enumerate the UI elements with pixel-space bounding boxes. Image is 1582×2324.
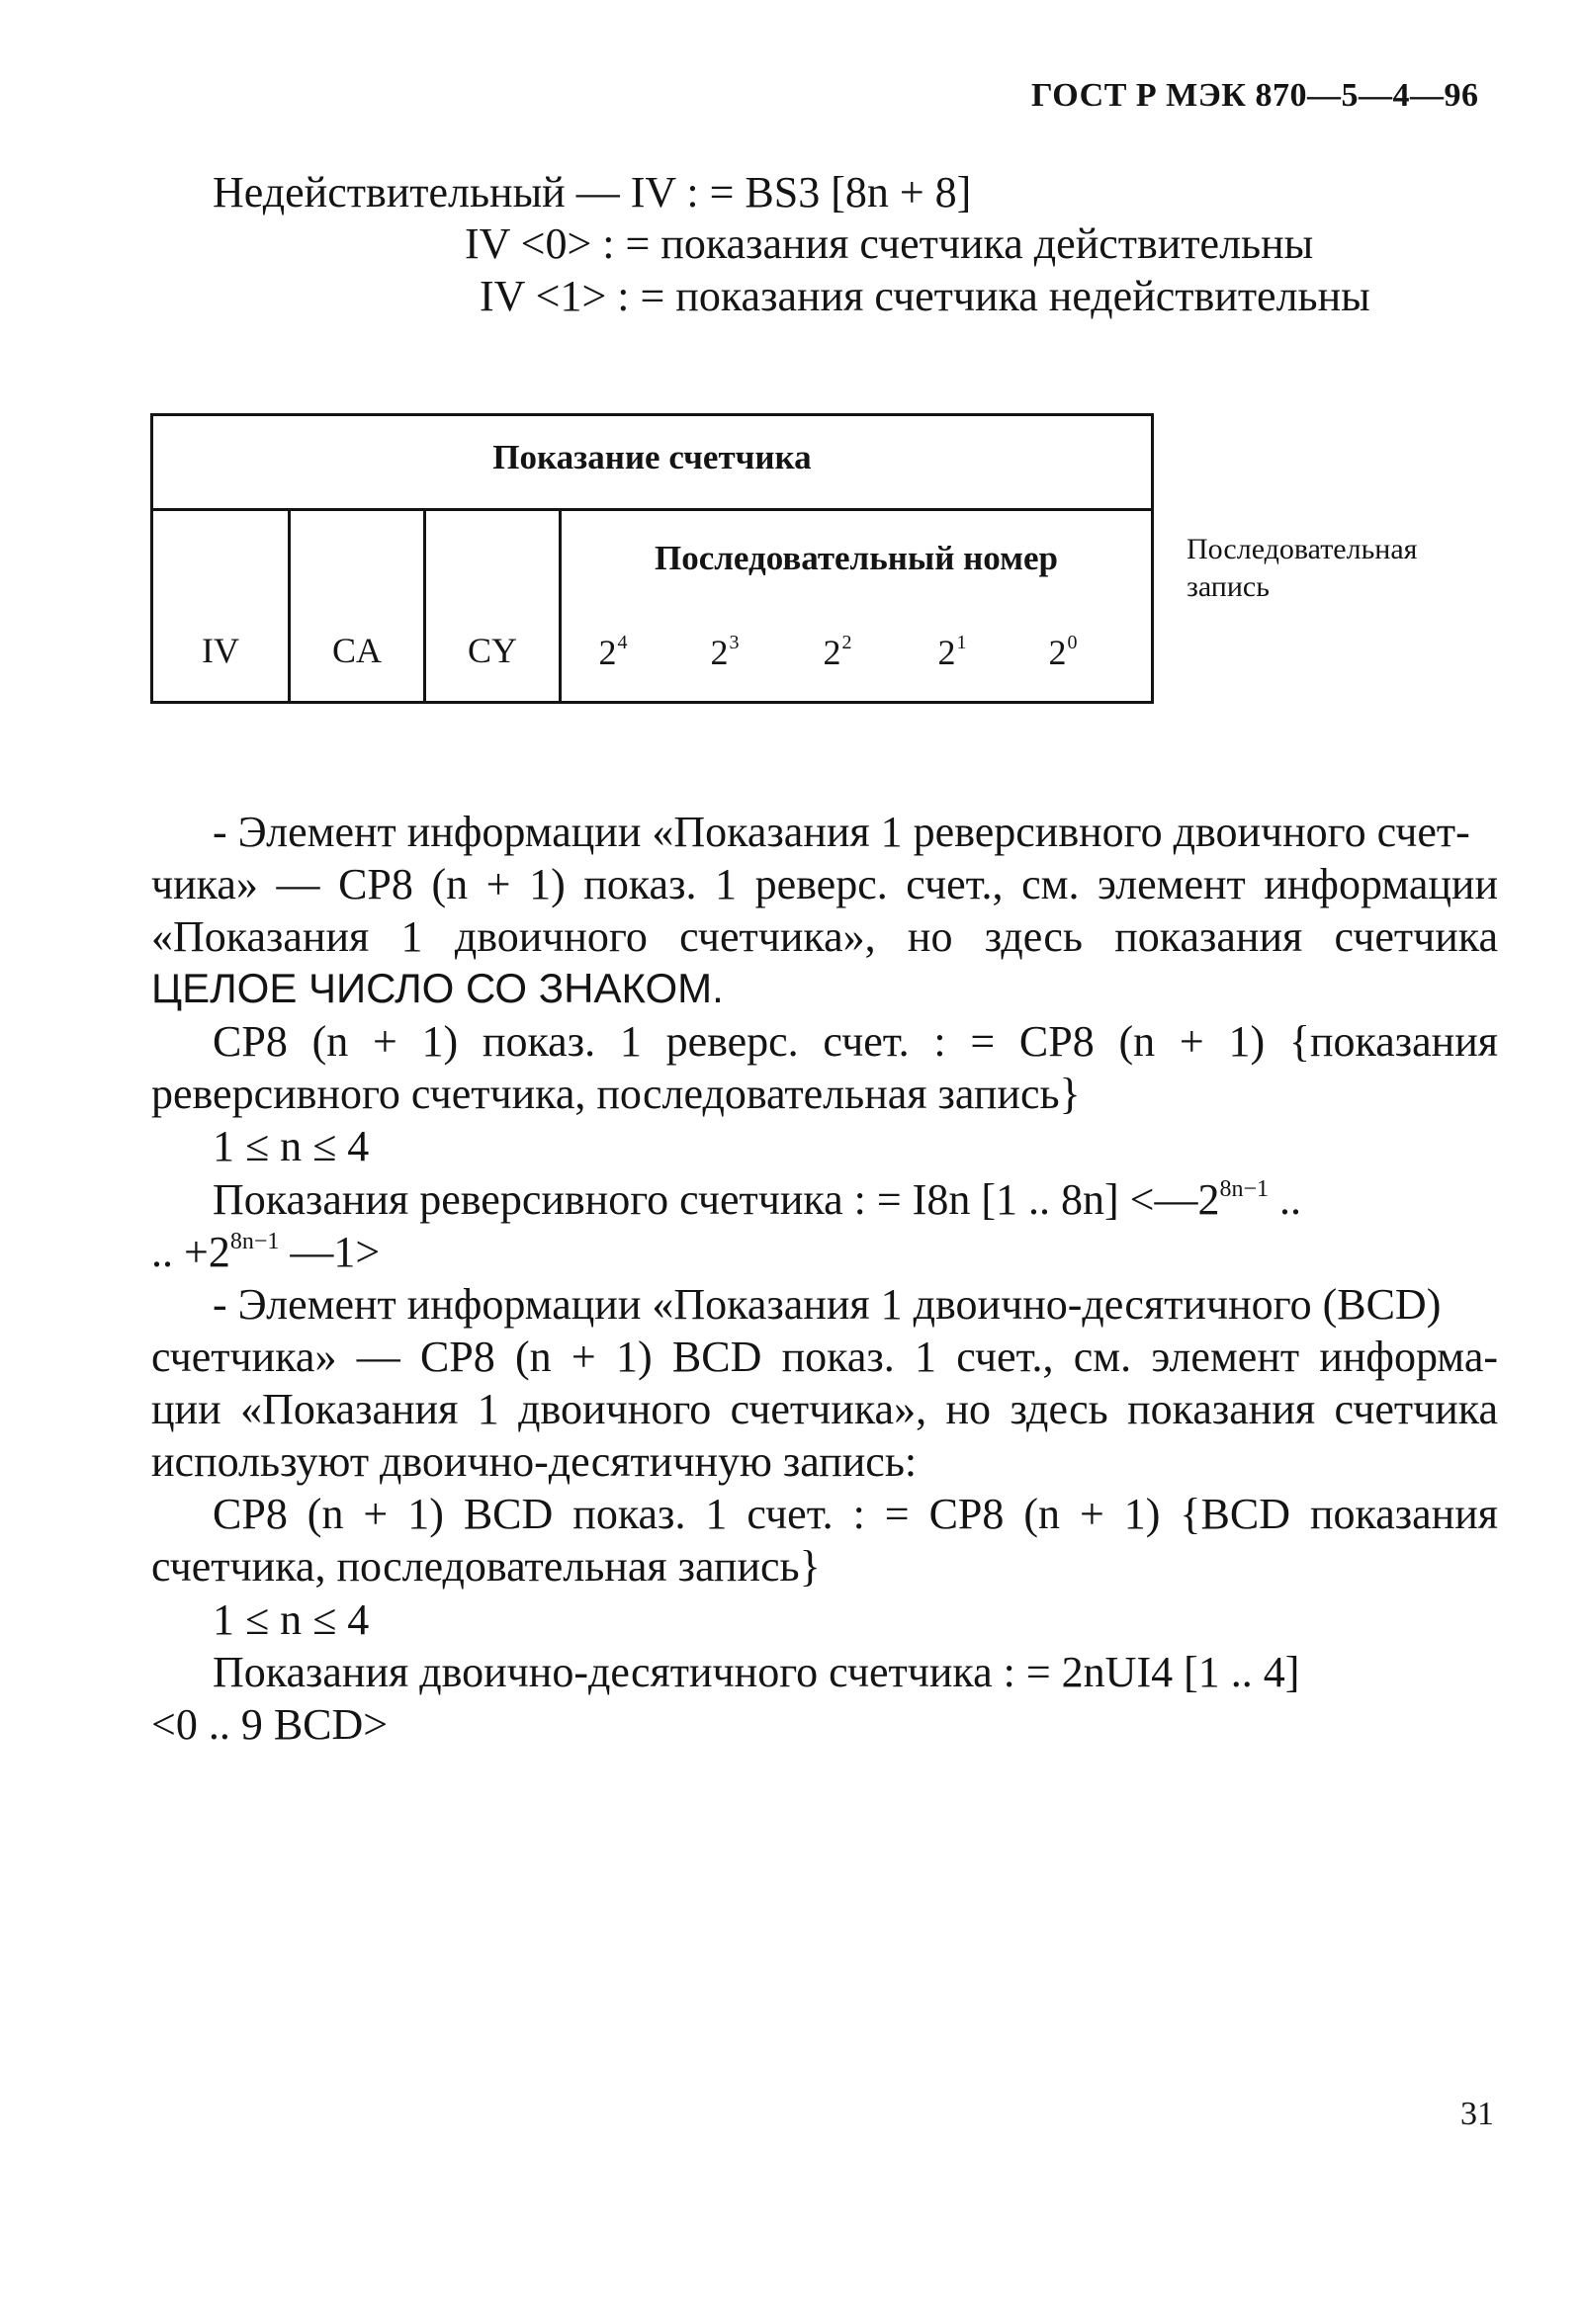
- power-of-two: $2^3$: [710, 632, 740, 672]
- table-divider-vertical: [423, 508, 426, 701]
- paragraph-line: используют двоично-десятичную запись:: [151, 1437, 918, 1486]
- table-title: Показание счетчика: [492, 438, 812, 476]
- paragraph-line: ции «Показания 1 двоичного счетчика», но здесь показания счетчика: [151, 1385, 1498, 1433]
- counter-reading-table: [150, 413, 1154, 704]
- paragraph-line: счетчика» — CP8 (n + 1) BCD показ. 1 счет., см. элемент информа-: [151, 1333, 1498, 1381]
- sequence-number-label: Последовательный номер: [655, 539, 1058, 577]
- paragraph-line: CP8 (n + 1) BCD показ. 1 счет. : = CP8 (n + 1) {BCD показания: [213, 1490, 1498, 1538]
- paragraph-line: реверсивного счетчика, последовательная запись}: [151, 1070, 1081, 1118]
- paragraph-line: <0 .. 9 BCD>: [151, 1700, 389, 1749]
- page-number: 31: [1460, 2096, 1494, 2132]
- paragraph-line: Показания реверсивного счетчика : = I8n [1 .. $8n] <—2^{8n-1}$ ..: [213, 1175, 1301, 1224]
- paragraph-line: - Элемент информации «Показания 1 реверсивного двоичного счет-: [213, 808, 1470, 856]
- paragraph-line: 1 ≤ n ≤ 4: [213, 1595, 370, 1644]
- power-of-two: $2^1$: [937, 632, 967, 672]
- definition-line-valid: IV <0> : = показания счетчика действительны: [465, 219, 1314, 268]
- power-of-two: $2^4$: [598, 632, 628, 672]
- column-ca: CA: [331, 631, 382, 670]
- document-code-header: ГОСТ Р МЭК 870—5—4—96: [1031, 77, 1479, 114]
- paragraph-line-emphasis: ЦЕЛОЕ ЧИСЛО СО ЗНАКОМ.: [151, 965, 724, 1011]
- paragraph-line: чика» — CP8 (n + 1) показ. 1 реверс. счет., см. элемент информации: [151, 860, 1498, 908]
- column-iv: IV: [202, 631, 239, 670]
- definition-line-invalid-value: IV <1> : = показания счетчика недействительны: [480, 272, 1370, 320]
- paragraph-line: Показания двоично-десятичного счетчика : = 2nUI4 [1 .. 4]: [213, 1648, 1300, 1696]
- paragraph-line: счетчика, последовательная запись}: [151, 1542, 821, 1591]
- table-divider-vertical: [288, 508, 291, 701]
- table-side-note: Последовательная запись: [1186, 533, 1418, 603]
- table-divider-horizontal: [153, 508, 1151, 511]
- paragraph-line: 1 ≤ n ≤ 4: [213, 1122, 370, 1170]
- paragraph-line: - Элемент информации «Показания 1 двоично-десятичного (BCD): [213, 1280, 1442, 1329]
- paragraph-line: .. $+2^{8n-1}$ —1>: [151, 1228, 381, 1276]
- power-of-two: $2^0$: [1048, 632, 1078, 672]
- definition-line-invalid: Недействительный — IV : = BS3 [8n + 8]: [213, 168, 972, 216]
- paragraph-line: «Показания 1 двоичного счетчика», но здесь показания счетчика: [151, 912, 1498, 961]
- paragraph-line: CP8 (n + 1) показ. 1 реверс. счет. : = CP8 (n + 1) {показания: [213, 1017, 1498, 1066]
- power-of-two: $2^2$: [823, 632, 852, 672]
- table-divider-vertical: [559, 508, 562, 701]
- column-cy: CY: [467, 631, 517, 670]
